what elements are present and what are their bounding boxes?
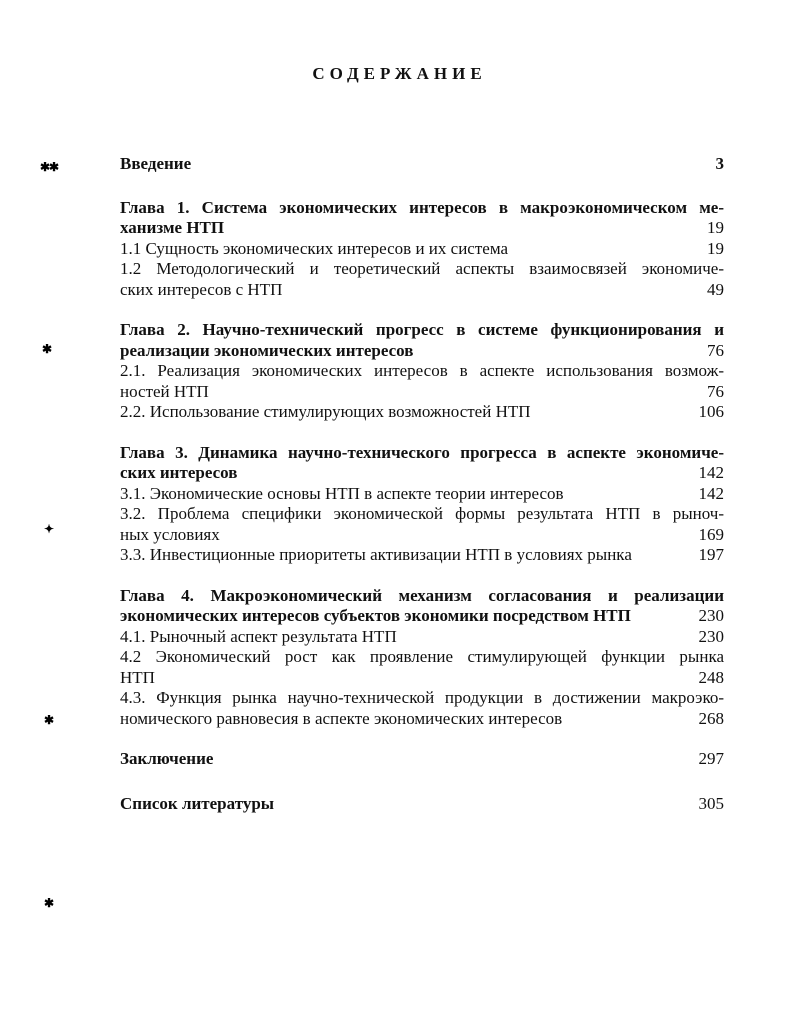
toc-section-3-3[interactable] — [120, 545, 724, 566]
scan-speck: ✱ — [44, 713, 54, 727]
toc-page-number: 142 — [698, 483, 724, 503]
toc-section-line: 2.1. Реализация экономических интересов в аспекте использования возмож- — [120, 361, 724, 380]
toc-section-label: 3.3. Инвестиционные приоритеты активизации НТП в условиях рынка — [120, 545, 632, 564]
toc-entry-conclusion[interactable] — [120, 749, 724, 770]
toc-entry-intro[interactable] — [120, 154, 724, 175]
scan-speck: ✦ — [44, 522, 54, 536]
toc-page-number: 305 — [698, 793, 724, 813]
toc-chapter-title-line: Глава 2. Научно-технический прогресс в системе функционирования и — [120, 320, 724, 339]
scan-speck: ✱ — [44, 896, 54, 910]
toc-chapter-4[interactable] — [120, 586, 724, 627]
toc-section-line: 3.2. Проблема специфики экономической формы результата НТП в рыноч- — [120, 504, 724, 523]
toc-section-line: ских интересов с НТП — [120, 279, 283, 299]
toc-page-number: 19 — [707, 218, 724, 237]
toc-section-4-1[interactable] — [120, 627, 724, 648]
toc-section-line: ностей НТП — [120, 381, 209, 401]
toc-page-number: 3 — [715, 154, 724, 173]
page-title: СОДЕРЖАНИЕ — [312, 64, 487, 83]
toc-section-3-2[interactable] — [120, 504, 724, 545]
toc-page-number: 197 — [698, 545, 724, 564]
toc-section-4-3[interactable] — [120, 688, 724, 729]
toc-chapter-title-line: Глава 1. Система экономических интересов в макроэкономическом ме- — [120, 197, 724, 217]
toc-chapter-title-line: экономических интересов субъектов экономики посредством НТП — [120, 606, 631, 625]
toc-section-label: 1.1 Сущность экономических интересов и их система — [120, 238, 509, 258]
toc-page-number: 106 — [698, 402, 724, 421]
toc-chapter-1[interactable] — [120, 198, 724, 239]
scan-speck: ✱ — [42, 342, 52, 356]
toc-section-line: 1.2 Методологический и теоретический аспекты взаимосвязей экономиче- — [120, 259, 724, 278]
toc-chapter-title-line: Глава 4. Макроэкономический механизм согласования и реализации — [120, 585, 724, 605]
toc-chapter-title-line: ских интересов — [120, 463, 238, 482]
toc-section-2-2[interactable] — [120, 402, 724, 423]
toc-chapter-title-line: ханизме НТП — [120, 218, 225, 237]
toc-page-number: 142 — [698, 463, 724, 482]
toc-page-number: 230 — [698, 626, 724, 646]
toc-section-label: 3.1. Экономические основы НТП в аспекте теории интересов — [120, 483, 564, 503]
toc-page-number: 169 — [698, 524, 724, 544]
toc-entry-label: Заключение — [120, 749, 214, 768]
toc-page-number: 297 — [698, 749, 724, 768]
toc-section-2-1[interactable] — [120, 361, 724, 402]
toc-page-number: 76 — [707, 381, 724, 401]
scan-speck: ✱✱ — [40, 160, 59, 174]
toc-entry-label: Список литературы — [120, 793, 275, 813]
toc-page-number: 76 — [707, 340, 724, 360]
toc-section-line: ных условиях — [120, 524, 220, 544]
toc-page-number: 230 — [698, 606, 724, 625]
toc-section-line: 4.2 Экономический рост как проявление стимулирующей функции рынка — [120, 647, 724, 666]
toc-section-label: 2.2. Использование стимулирующих возможностей НТП — [120, 402, 531, 421]
toc-entry-label: Введение — [120, 154, 192, 173]
toc-section-line: НТП — [120, 667, 155, 687]
toc-section-4-2[interactable] — [120, 647, 724, 688]
toc-section-3-1[interactable] — [120, 484, 724, 505]
toc-page-number: 268 — [698, 708, 724, 728]
toc-chapter-title-line: реализации экономических интересов — [120, 340, 414, 360]
toc-page-number: 49 — [707, 279, 724, 299]
toc-chapter-3[interactable] — [120, 443, 724, 484]
toc-section-line: номического равновесия в аспекте экономических интересов — [120, 708, 563, 728]
toc-chapter-title-line: Глава 3. Динамика научно-технического прогресса в аспекте экономиче- — [120, 442, 724, 462]
toc-section-label: 4.1. Рыночный аспект результата НТП — [120, 626, 397, 646]
toc-page-number: 248 — [698, 667, 724, 687]
toc-page-number: 19 — [707, 238, 724, 258]
toc-entry-bibliography[interactable] — [120, 794, 724, 815]
toc-section-1-1[interactable] — [120, 239, 724, 260]
toc-section-line: 4.3. Функция рынка научно-технической продукции в достижении макроэко- — [120, 688, 724, 707]
toc-section-1-2[interactable] — [120, 259, 724, 300]
table-of-contents — [120, 154, 724, 814]
toc-chapter-2[interactable] — [120, 320, 724, 361]
